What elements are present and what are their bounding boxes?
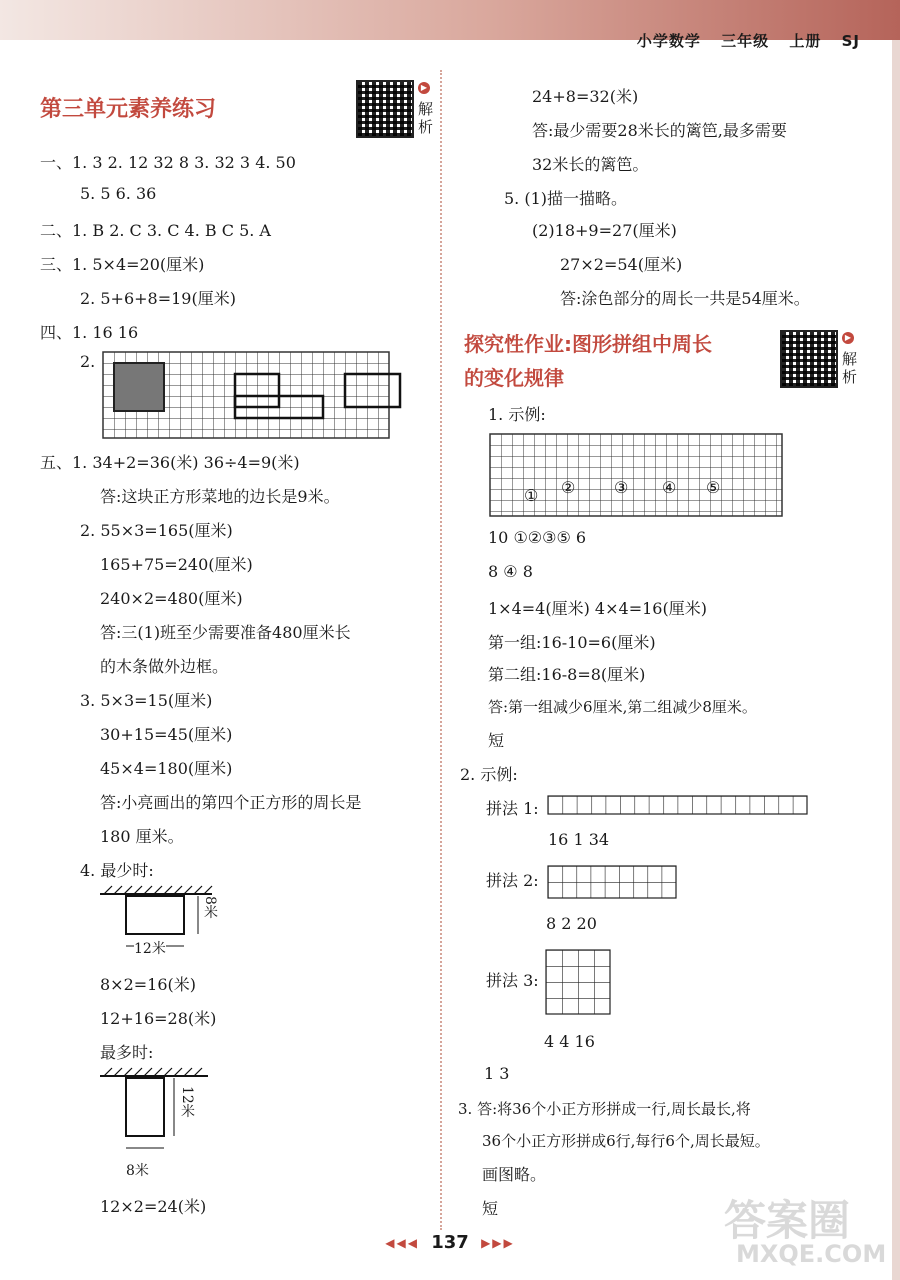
volume-label: 上册 bbox=[789, 32, 822, 50]
answer-line: 5. 5 6. 36 bbox=[80, 184, 157, 203]
answer-line: 5. (1)描一描略。 bbox=[504, 189, 628, 208]
watermark-url: MXQE.COM bbox=[736, 1240, 887, 1268]
page-number: 137 bbox=[431, 1232, 469, 1253]
section-title-inquiry-2: 的变化规律 bbox=[464, 366, 564, 390]
column-divider bbox=[440, 70, 442, 1230]
answer-line: 30+15=45(厘米) bbox=[100, 725, 233, 744]
answer-line: 2. bbox=[80, 352, 96, 371]
answer-line: 4. 最少时: bbox=[80, 861, 154, 880]
answer-line: 的木条做外边框。 bbox=[100, 657, 229, 676]
answer-line: 3. 答:将36个小正方形拼成一行,周长最长,将 bbox=[458, 1100, 751, 1118]
answer-line: 答:第一组减少6厘米,第二组减少8厘米。 bbox=[488, 698, 757, 716]
method-label: 拼法 3: bbox=[486, 971, 539, 990]
answer-line: 二、1. B 2. C 3. C 4. B C 5. A bbox=[40, 221, 271, 240]
answer-line: 答:这块正方形菜地的边长是9米。 bbox=[100, 487, 340, 506]
answer-line: 24+8=32(米) bbox=[532, 87, 639, 106]
answer-line: 答:涂色部分的周长一共是54厘米。 bbox=[560, 289, 810, 308]
shape-mark: ① bbox=[524, 486, 539, 505]
answer-line: 短 bbox=[482, 1199, 499, 1218]
square-4x4 bbox=[546, 950, 610, 1016]
answer-line: 答:最少需要28米长的篱笆,最多需要 bbox=[532, 121, 787, 140]
fence-min-bottom-label: 12米 bbox=[134, 938, 166, 958]
answer-line: 36个小正方形拼成6行,每行6个,周长最短。 bbox=[482, 1132, 770, 1150]
answer-line: 8×2=16(米) bbox=[100, 975, 197, 994]
shape-mark: ③ bbox=[614, 478, 629, 497]
answer-line: 240×2=480(厘米) bbox=[100, 589, 243, 608]
answer-line: 五、1. 34+2=36(米) 36÷4=9(米) bbox=[40, 453, 300, 472]
play-icon: ▶ bbox=[418, 82, 430, 94]
answer-line: 2. 示例: bbox=[460, 765, 518, 784]
edition-label: SJ bbox=[841, 32, 860, 50]
qr-code-right[interactable] bbox=[780, 330, 838, 388]
answer-line: 12+16=28(米) bbox=[100, 1009, 217, 1028]
shape-mark: ⑤ bbox=[706, 478, 721, 497]
watermark-logo: 答案圈 bbox=[724, 1196, 851, 1245]
page-header bbox=[0, 0, 900, 56]
answer-line: 4 4 16 bbox=[544, 1032, 595, 1051]
answer-line: 1×4=4(厘米) 4×4=16(厘米) bbox=[488, 599, 707, 618]
grid-figure-4-2 bbox=[103, 352, 389, 438]
answer-line: 8 2 20 bbox=[546, 914, 597, 933]
section-title-unit3: 第三单元素养练习 bbox=[40, 97, 217, 122]
answer-line: 45×4=180(厘米) bbox=[100, 759, 233, 778]
answer-line: 16 1 34 bbox=[548, 830, 610, 849]
answer-line: 答:三(1)班至少需要准备480厘米长 bbox=[100, 623, 351, 642]
answer-line: 答:小亮画出的第四个正方形的周长是 bbox=[100, 793, 362, 812]
shape-mark: ② bbox=[561, 478, 576, 497]
answer-line: 32米长的篱笆。 bbox=[532, 155, 649, 174]
answer-line: 12×2=24(米) bbox=[100, 1197, 207, 1216]
header-meta bbox=[623, 30, 860, 51]
answer-line: 1. 示例: bbox=[488, 405, 546, 424]
next-arrows-icon: ▶▶▶ bbox=[481, 1236, 515, 1250]
answer-line: 四、1. 16 16 bbox=[40, 323, 139, 342]
answer-line: 短 bbox=[488, 731, 505, 750]
answer-line: 1 3 bbox=[484, 1064, 510, 1083]
fence-figure-max bbox=[100, 1068, 230, 1156]
shape-mark: ④ bbox=[662, 478, 677, 497]
answer-line: 2. 55×3=165(厘米) bbox=[80, 521, 233, 540]
fence-max-side-label: 12米 bbox=[179, 1086, 195, 1118]
answer-line: 一、1. 3 2. 12 32 8 3. 32 3 4. 50 bbox=[40, 153, 296, 172]
answer-line: 三、1. 5×4=20(厘米) bbox=[40, 255, 205, 274]
answer-line: 27×2=54(厘米) bbox=[560, 255, 683, 274]
method-label: 拼法 2: bbox=[486, 871, 539, 890]
answer-line: 10 ①②③⑤ 6 bbox=[488, 528, 587, 547]
method-label: 拼法 1: bbox=[486, 799, 539, 818]
strip-1x36 bbox=[548, 796, 808, 818]
page-edge bbox=[892, 40, 900, 1280]
answer-line: 3. 5×3=15(厘米) bbox=[80, 691, 213, 710]
section-title-inquiry-1: 探究性作业:图形拼组中周长 bbox=[464, 332, 712, 356]
page-footer bbox=[0, 1232, 900, 1253]
qr-label-left: 解析 bbox=[418, 100, 434, 136]
answer-line: 第二组:16-8=8(厘米) bbox=[488, 665, 646, 684]
qr-label-right: 解析 bbox=[842, 350, 858, 386]
answer-line: 2. 5+6+8=19(厘米) bbox=[80, 289, 236, 308]
answer-line: 180 厘米。 bbox=[100, 827, 184, 846]
play-icon: ▶ bbox=[842, 332, 854, 344]
answer-line: 8 ④ 8 bbox=[488, 562, 533, 581]
qr-code-left[interactable] bbox=[356, 80, 414, 138]
grade-label: 三年级 bbox=[721, 32, 770, 50]
subject-label: 小学数学 bbox=[636, 32, 701, 50]
strip-2x18 bbox=[548, 866, 678, 902]
fence-min-side-label: 8米 bbox=[202, 896, 218, 919]
answer-line: 165+75=240(厘米) bbox=[100, 555, 253, 574]
answer-line: 第一组:16-10=6(厘米) bbox=[488, 633, 656, 652]
prev-arrows-icon: ◀◀◀ bbox=[385, 1236, 419, 1250]
fence-max-bottom-label: 8米 bbox=[126, 1163, 149, 1179]
answer-line: (2)18+9=27(厘米) bbox=[532, 221, 677, 240]
answer-line: 画图略。 bbox=[482, 1165, 547, 1184]
answer-line: 最多时: bbox=[100, 1043, 154, 1062]
